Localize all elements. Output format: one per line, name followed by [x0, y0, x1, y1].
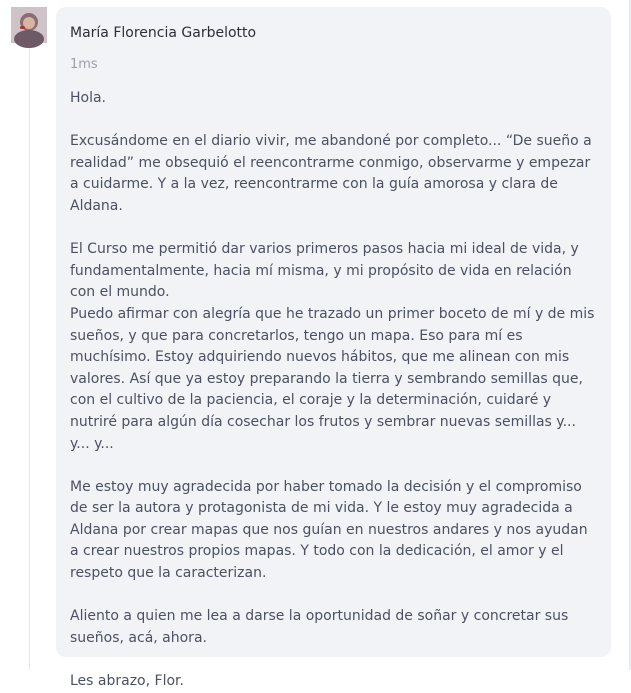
comment-paragraph: Excusándome en el diario vivir, me abandoné por completo... “De sueño a realidad” me obsequió el reencontrarme conmigo, observarme y empezar a cuidarme. Y a la vez, reencontrarme con la guía amorosa y clara de Aldana. [70, 133, 592, 214]
comment-paragraph: Me estoy muy agradecida por haber tomado la decisión y el compromiso de ser la autora y protagonista de mi vida. Y le estoy muy agradecida a Aldana por crear mapas que nos guían en nuestros andares y nos ayudan a crear nuestros propios mapas. Y todo con la dedicación, el amor y el respeto que la caracterizan. [70, 478, 588, 582]
comment-paragraph: Aliento a quien me lea a darse la oportunidad de soñar y concretar sus sueños, acá, ahora. [70, 608, 569, 646]
comment-card [56, 7, 611, 690]
comment-paragraph: Hola. [70, 90, 107, 106]
author-name[interactable]: María Florencia Garbelotto [70, 25, 257, 41]
comment-body [70, 88, 597, 693]
avatar[interactable] [11, 7, 47, 43]
comment-timestamp[interactable]: 1ms [70, 57, 98, 72]
thread-line [29, 46, 30, 670]
comment-paragraph: Les abrazo, Flor. [70, 673, 184, 690]
comment-paragraph: Puedo afirmar con alegría que he trazado un primer boceto de mí y de mis sueños, y que para concretarlos, tengo un mapa. Eso para mí es muchísimo. Estoy adquiriendo nuevos hábitos, que me alinean con mis valores. Así que ya estoy preparando la tierra y sembrando semillas que, con el cultivo de la paciencia, el coraje y la determinación, cuidaré y nutriré para algún día cosechar los frutos y sembrar nuevas semillas y... y... y... [70, 305, 595, 452]
comment-paragraph: El Curso me permitió dar varios primeros pasos hacia mi ideal de vida, y fundamentalmente, hacia mí misma, y mi propósito de vida en relación con el mundo. [70, 241, 579, 301]
avatar-photo-icon [11, 7, 47, 43]
